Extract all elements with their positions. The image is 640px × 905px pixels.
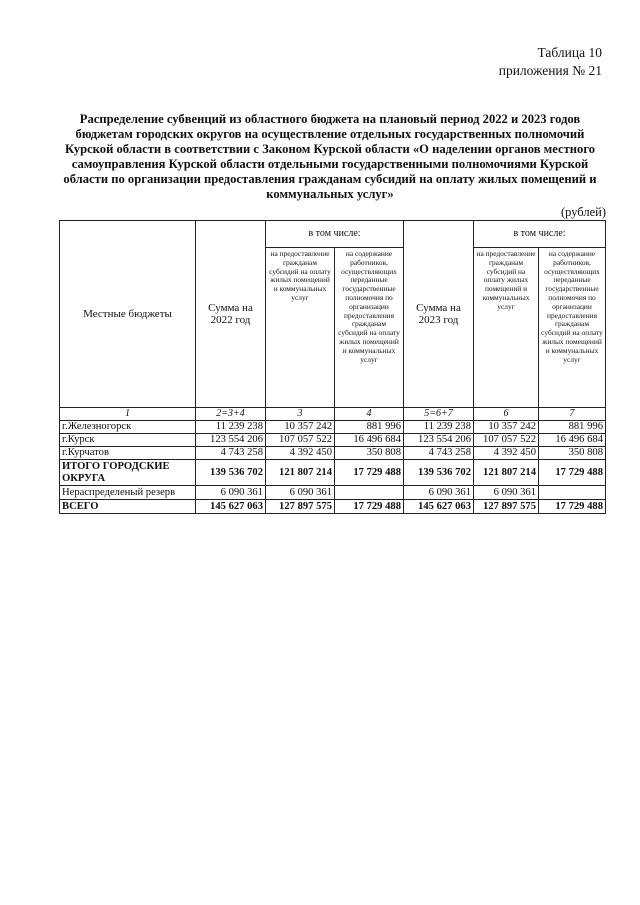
cell-value: 121 807 214 [474, 460, 539, 486]
column-number: 5=6+7 [404, 408, 474, 421]
cell-value: 6 090 361 [404, 486, 474, 500]
cell-value: 17 729 488 [539, 500, 606, 514]
cell-value: 16 496 684 [335, 434, 404, 447]
column-number-row [60, 408, 606, 421]
cell-value [335, 486, 404, 500]
cell-value [539, 486, 606, 500]
column-number: 6 [474, 408, 539, 421]
table-number: Таблица 10 [537, 45, 602, 60]
column-number: 7 [539, 408, 606, 421]
subtotal-row [60, 460, 606, 486]
cell-value: 881 996 [335, 421, 404, 434]
cell-value: 4 743 258 [404, 447, 474, 460]
cell-value: 145 627 063 [404, 500, 474, 514]
cell-value: 107 057 522 [474, 434, 539, 447]
subsidy-table [59, 220, 606, 514]
header-row-top [60, 221, 606, 248]
cell-value: 4 392 450 [266, 447, 335, 460]
table-row [60, 447, 606, 460]
table-row [60, 434, 606, 447]
document-title: Распределение субвенций из областного бюджета на плановый период 2022 и 2023 годов бюджетам городских округов на осуществление отдельных государственных полномочий Курской области в соответствии с Законом Курской области «О наделении органов местного самоуправления Курской области отдельными государственными полномочиями Курской области по организации предоставления гражданам субсидий на оплату жилых помещений и коммунальных услуг» [63, 112, 597, 201]
cell-value: 145 627 063 [196, 500, 266, 514]
row-name: ВСЕГО [60, 500, 196, 514]
cell-value: 11 239 238 [196, 421, 266, 434]
cell-value: 107 057 522 [266, 434, 335, 447]
cell-value: 123 554 206 [196, 434, 266, 447]
cell-value: 127 897 575 [266, 500, 335, 514]
header-maintenance-2023: на содержание работников, осуществляющих переданные государственные полномочия по организации предоставления гражданам субсидий на оплату жилых помещений и коммунальных услуг [539, 248, 606, 408]
row-name: Нераспределеный резерв [60, 486, 196, 500]
header-provision-2022: на предоставление гражданам субсидий на оплату жилых помещений и коммунальных услуг [266, 248, 335, 408]
row-name: г.Курск [60, 434, 196, 447]
cell-value: 17 729 488 [335, 500, 404, 514]
table-row [60, 421, 606, 434]
cell-value: 6 090 361 [266, 486, 335, 500]
cell-value: 16 496 684 [539, 434, 606, 447]
row-name: г.Железногорск [60, 421, 196, 434]
document-reference [499, 44, 602, 80]
cell-value: 123 554 206 [404, 434, 474, 447]
cell-value: 10 357 242 [266, 421, 335, 434]
cell-value: 127 897 575 [474, 500, 539, 514]
column-number: 4 [335, 408, 404, 421]
cell-value: 139 536 702 [404, 460, 474, 486]
header-including-2023: в том числе: [474, 221, 606, 248]
appendix-number: приложения № 21 [498, 63, 602, 78]
header-sum-2023: Сумма на 2023 год [404, 221, 474, 408]
cell-value: 350 808 [539, 447, 606, 460]
header-maintenance-2022: на содержание работников, осуществляющих переданные государственные полномочия по организации предоставления гражданам субсидий на оплату жилых помещений и коммунальных услуг [335, 248, 404, 408]
cell-value: 4 392 450 [474, 447, 539, 460]
column-number: 2=3+4 [196, 408, 266, 421]
header-sum-2022: Сумма на 2022 год [196, 221, 266, 408]
header-provision-2023: на предоставление гражданам субсидий на оплату жилых помещений и коммунальных услуг [474, 248, 539, 408]
table-row [60, 486, 606, 500]
column-number: 1 [60, 408, 196, 421]
cell-value: 4 743 258 [196, 447, 266, 460]
cell-value: 121 807 214 [266, 460, 335, 486]
unit-label: (рублей) [560, 205, 606, 219]
row-name: г.Курчатов [60, 447, 196, 460]
cell-value: 17 729 488 [539, 460, 606, 486]
row-name: ИТОГО ГОРОДСКИЕ ОКРУГА [60, 460, 196, 486]
cell-value: 139 536 702 [196, 460, 266, 486]
total-row [60, 500, 606, 514]
cell-value: 17 729 488 [335, 460, 404, 486]
cell-value: 881 996 [539, 421, 606, 434]
column-number: 3 [266, 408, 335, 421]
cell-value: 350 808 [335, 447, 404, 460]
cell-value: 6 090 361 [474, 486, 539, 500]
header-including-2022: в том числе: [266, 221, 404, 248]
header-local-budgets: Местные бюджеты [60, 221, 196, 408]
cell-value: 11 239 238 [404, 421, 474, 434]
cell-value: 10 357 242 [474, 421, 539, 434]
cell-value: 6 090 361 [196, 486, 266, 500]
